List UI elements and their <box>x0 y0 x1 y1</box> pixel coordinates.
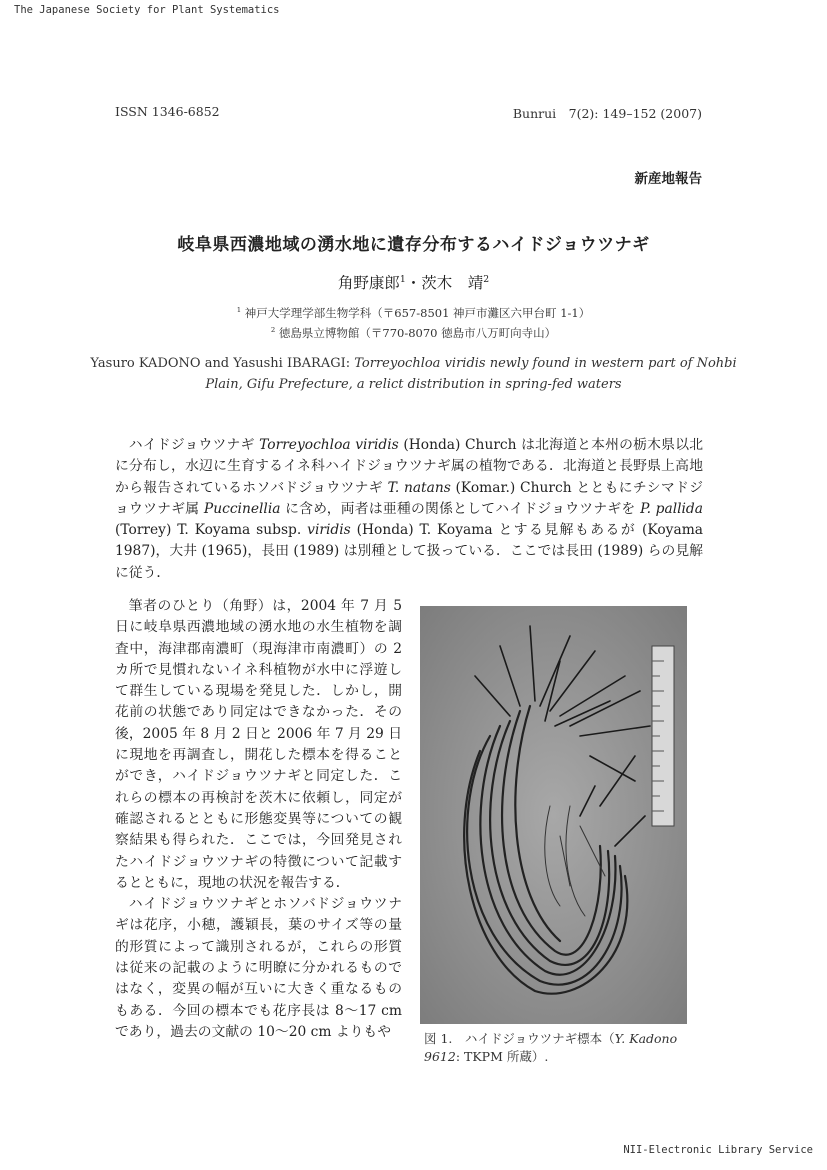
body-column <box>115 596 402 1043</box>
p1-species: P. pallida <box>640 500 703 517</box>
article-category: 新産地報告 <box>634 171 702 187</box>
p1-species: T. natans <box>387 479 451 496</box>
paragraph-1 <box>115 435 703 584</box>
caption-specimen-id: Y. Kadono 9612 <box>424 1031 678 1064</box>
p1-text: ハイドジョウツナギ <box>128 437 260 453</box>
affiliation-1-mark: 1 <box>236 306 242 315</box>
paragraph-3: ハイドジョウツナギとホソバドジョウツナギは花序，小穂，護穎長，葉のサイズ等の量的形質によって識別されるが，これらの形質は従来の記載のように明瞭に分かれるものではなく，変異の幅が互いに大きく重なるものもある．今回の標本でも花序長は 8〜17 cm であり，過去の文献の 10〜20 cm よりもや <box>115 896 402 1040</box>
p1-text: (Komar.) Church とともにチシマドジョウツナギ属 <box>115 479 703 517</box>
p1-species: Torreyochloa viridis <box>259 437 399 453</box>
affiliation-1 <box>0 305 827 321</box>
article-title: 岐阜県西濃地域の湧水地に遺存分布するハイドジョウツナギ <box>177 235 650 255</box>
p1-text: (Torrey) T. Koyama subsp. <box>115 522 308 539</box>
p1-text: に含め，両者は亜種の関係としてハイドジョウツナギを <box>280 500 641 517</box>
journal-citation: Bunrui 7(2): 149–152 (2007) <box>512 106 702 121</box>
paragraph-2: 筆者のひとり（角野）は，2004 年 7 月 5 日に岐阜県西濃地域の湧水地の水生植物を調査中，海津郡南濃町（現海津市南濃町）の 2 カ所で見慣れないイネ科植物が水中に浮遊して群生している現場を発見した．しかし，開花前の状態であり同定はできなかった．その後，2005 年 8 月 2 日と 2006 年 7 月 29 日に現地を再調査し，開花した標本を得ることができ，ハイドジョウツナギと同定した．これらの標本の再検討を茨木に依頼し，同定が確認されるとともに形態変異等についての観察結果も得られた．ここでは，今回発見されたハイドジョウツナギの特徴について記載するとともに，現地の状況を報告する． <box>115 598 402 891</box>
author-1-mark: 1 <box>399 273 406 285</box>
author-line <box>0 271 827 293</box>
figure-caption <box>424 1030 694 1066</box>
english-authors: Yasuro KADONO and Yasushi IBARAGI: <box>90 356 355 371</box>
p1-text: (Honda) T. Koyama とする見解もあるが (Koyama 1987)，大井 (1965)，長田 (1989) は別種として扱っている．ここでは長田 (1989) らの見解に従う． <box>115 522 704 581</box>
author-1: 角野康郎 <box>337 274 400 292</box>
p1-subspecies: viridis <box>307 522 351 539</box>
p1-text: (Honda) Church は北海道と本州の栃木県以北に分布し，水辺に生育するイネ科ハイドジョウツナギ属の植物である．北海道と長野県上高地から報告されているホソバドジョウツナギ <box>115 437 703 496</box>
society-header: The Japanese Society for Plant Systematics <box>14 4 280 16</box>
affiliation-1-text: 神戸大学理学部生物学科（〒657-8501 神戸市灘区六甲台町 1-1） <box>244 306 591 320</box>
specimen-photo <box>420 606 687 1024</box>
caption-text: : TKPM 所蔵）. <box>455 1049 549 1064</box>
author-2: ・茨木 靖 <box>405 274 484 292</box>
affiliation-2-text: 徳島県立博物館（〒770-8070 徳島市八万町向寺山） <box>278 326 557 340</box>
affiliation-2 <box>0 325 827 341</box>
english-title: Torreyochloa viridis newly found in western part of Nohbi Plain, Gifu Prefecture, a relict distribution in spring-fed waters <box>205 356 737 392</box>
caption-text: 図 1. ハイドジョウツナギ標本（ <box>424 1031 615 1046</box>
specimen-image <box>420 606 687 1024</box>
author-2-mark: 2 <box>483 273 490 285</box>
issn-text: ISSN 1346-6852 <box>115 104 220 119</box>
p1-genus: Puccinellia <box>203 500 281 517</box>
english-title-block <box>80 353 747 395</box>
affiliation-2-mark: 2 <box>270 326 276 335</box>
footer-service: NII-Electronic Library Service <box>623 1144 813 1156</box>
